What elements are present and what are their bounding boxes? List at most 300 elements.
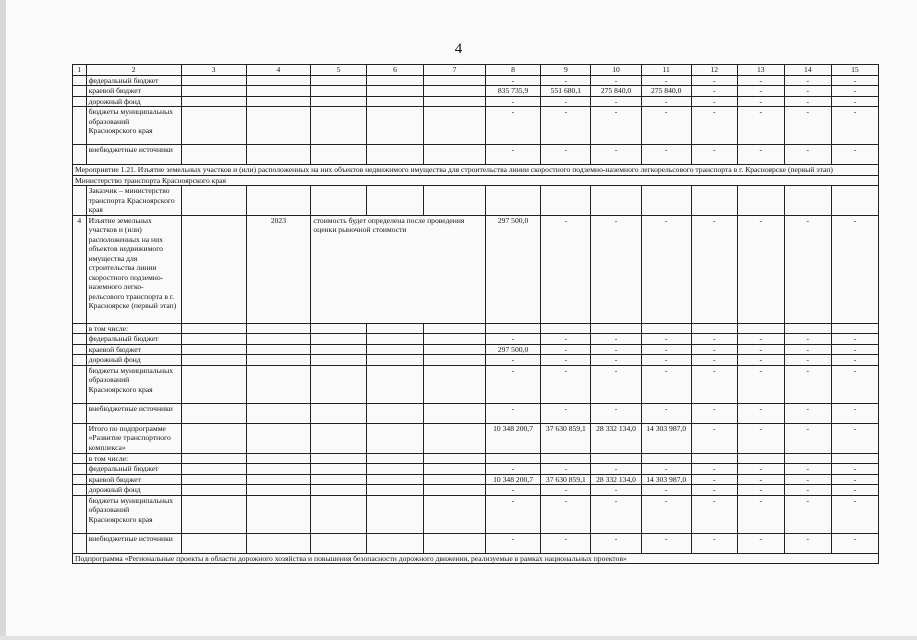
amount-cell: - — [831, 403, 878, 423]
cell-empty — [424, 495, 486, 533]
funding-row — [73, 96, 879, 107]
funding-row — [73, 334, 879, 345]
amount-cell: - — [737, 145, 784, 165]
amount-cell: - — [737, 474, 784, 485]
cell-empty — [73, 86, 87, 97]
cell-empty — [424, 474, 486, 485]
amount-cell: - — [541, 495, 591, 533]
amount-cell: - — [784, 495, 831, 533]
cell-empty — [311, 86, 366, 97]
amount-cell: - — [641, 485, 691, 496]
amount-cell: - — [485, 145, 540, 165]
funding-source-label: дорожный фонд — [86, 355, 181, 366]
amount-cell: - — [831, 495, 878, 533]
cell-empty — [73, 365, 87, 403]
measure-row — [73, 165, 879, 176]
amount-cell: - — [485, 75, 540, 86]
amount-cell: 10 348 200,7 — [485, 474, 540, 485]
funding-source-label: внебюджетные источники — [86, 533, 181, 553]
ministry-title: Министерство транспорта Красноярского края — [73, 175, 879, 186]
cell-empty — [366, 86, 423, 97]
funding-source-label: бюджеты муниципальных образований Красноярского края — [86, 495, 181, 533]
amount-cell: - — [541, 365, 591, 403]
amount-cell: - — [691, 355, 737, 366]
cell-empty — [73, 75, 87, 86]
cell-empty — [424, 423, 486, 453]
cell-empty — [246, 355, 311, 366]
amount-cell: - — [831, 86, 878, 97]
cell-empty — [73, 145, 87, 165]
amount-cell: - — [641, 215, 691, 323]
cell-empty — [311, 344, 366, 355]
amount-cell: 14 303 987,0 — [641, 423, 691, 453]
amount-cell: - — [831, 474, 878, 485]
amount-cell: - — [641, 355, 691, 366]
subprogram-row — [73, 553, 879, 564]
column-number: 10 — [591, 65, 641, 76]
amount-cell: - — [737, 96, 784, 107]
column-number: 7 — [424, 65, 486, 76]
amount-cell: - — [641, 107, 691, 145]
cell-empty — [311, 453, 366, 464]
amount-cell: - — [784, 533, 831, 553]
amount-cell: 37 630 859,1 — [541, 474, 591, 485]
cell-empty — [181, 96, 246, 107]
cell-empty — [181, 453, 246, 464]
amount-cell: - — [784, 403, 831, 423]
amount-cell: - — [591, 96, 641, 107]
cell-empty — [311, 186, 366, 216]
cell-empty — [311, 485, 366, 496]
amount-cell: - — [784, 107, 831, 145]
item-note: стоимость будет определена после проведения оценки рыночной стоимости — [311, 215, 486, 323]
cell-empty — [181, 403, 246, 423]
cell-empty — [366, 334, 423, 345]
column-number: 9 — [541, 65, 591, 76]
funding-row — [73, 107, 879, 145]
amount-cell: - — [485, 495, 540, 533]
amount-cell: - — [784, 334, 831, 345]
amount-cell: - — [541, 344, 591, 355]
cell-empty — [737, 453, 784, 464]
funding-source-label: дорожный фонд — [86, 485, 181, 496]
amount-cell: - — [541, 355, 591, 366]
cell-empty — [311, 403, 366, 423]
cell-empty — [424, 145, 486, 165]
amount-cell: - — [691, 215, 737, 323]
amount-cell: - — [641, 495, 691, 533]
funding-row — [73, 464, 879, 475]
cell-empty — [591, 186, 641, 216]
cell-empty — [737, 186, 784, 216]
amount-cell: 28 332 134,0 — [591, 474, 641, 485]
amount-cell: - — [831, 96, 878, 107]
amount-cell: - — [831, 334, 878, 345]
total-label: Итого по подпрограмме «Развитие транспортного комплекса» — [86, 423, 181, 453]
cell-empty — [246, 403, 311, 423]
amount-cell: - — [784, 355, 831, 366]
cell-empty — [181, 75, 246, 86]
cell-empty — [311, 145, 366, 165]
cell-empty — [784, 453, 831, 464]
amount-cell: - — [591, 344, 641, 355]
cell-empty — [246, 453, 311, 464]
cell-empty — [73, 344, 87, 355]
column-number: 2 — [86, 65, 181, 76]
amount-cell: - — [784, 96, 831, 107]
cell-empty — [591, 453, 641, 464]
cell-empty — [784, 186, 831, 216]
amount-cell: - — [784, 474, 831, 485]
amount-cell: - — [641, 145, 691, 165]
page-number: 4 — [454, 41, 463, 57]
cell-empty — [181, 533, 246, 553]
cell-empty — [311, 495, 366, 533]
cell-empty — [541, 453, 591, 464]
cell-empty — [366, 423, 423, 453]
funding-source-label: федеральный бюджет — [86, 334, 181, 345]
funding-source-label: федеральный бюджет — [86, 75, 181, 86]
amount-cell: - — [737, 403, 784, 423]
including-row — [73, 453, 879, 464]
amount-cell: - — [737, 86, 784, 97]
column-number: 11 — [641, 65, 691, 76]
funding-source-label: федеральный бюджет — [86, 464, 181, 475]
funding-row — [73, 474, 879, 485]
amount-cell: - — [485, 485, 540, 496]
cell-empty — [366, 186, 423, 216]
column-number: 12 — [691, 65, 737, 76]
cell-empty — [181, 365, 246, 403]
including-label: в том числе: — [86, 323, 181, 334]
amount-cell: - — [691, 423, 737, 453]
cell-empty — [691, 453, 737, 464]
amount-cell: - — [831, 485, 878, 496]
cell-empty — [831, 323, 878, 334]
column-number: 6 — [366, 65, 423, 76]
column-number: 14 — [784, 65, 831, 76]
measure-title: Мероприятие 1.21. Изъятие земельных участков и (или) расположенных на них объектов недвижимого имущества для строительства линии скоростного подземно-наземного легкорельсового транспорта в г. Красноярске (первый этап) — [73, 165, 879, 176]
cell-empty — [366, 365, 423, 403]
cell-empty — [424, 186, 486, 216]
amount-cell: - — [784, 464, 831, 475]
column-number-row — [73, 65, 879, 76]
cell-empty — [424, 334, 486, 345]
amount-cell: - — [591, 145, 641, 165]
cell-empty — [73, 107, 87, 145]
amount-cell: 10 348 200,7 — [485, 423, 540, 453]
cell-empty — [246, 96, 311, 107]
amount-cell: - — [641, 334, 691, 345]
amount-cell: - — [784, 365, 831, 403]
cell-empty — [246, 464, 311, 475]
cell-empty — [181, 474, 246, 485]
funding-source-label: краевой бюджет — [86, 344, 181, 355]
cell-empty — [73, 323, 87, 334]
cell-empty — [424, 344, 486, 355]
cell-empty — [424, 323, 486, 334]
amount-cell: - — [831, 344, 878, 355]
amount-cell: - — [737, 495, 784, 533]
cell-empty — [541, 323, 591, 334]
funding-row — [73, 495, 879, 533]
amount-cell: - — [541, 403, 591, 423]
cell-empty — [181, 355, 246, 366]
cell-empty — [73, 423, 87, 453]
funding-row — [73, 403, 879, 423]
cell-empty — [831, 186, 878, 216]
cell-empty — [424, 485, 486, 496]
cell-empty — [366, 453, 423, 464]
amount-cell: 297 500,0 — [485, 215, 540, 323]
funding-row — [73, 75, 879, 86]
cell-empty — [181, 464, 246, 475]
cell-empty — [366, 355, 423, 366]
amount-cell: - — [737, 365, 784, 403]
cell-empty — [73, 186, 87, 216]
amount-cell: 28 332 134,0 — [591, 423, 641, 453]
cell-empty — [73, 474, 87, 485]
amount-cell: - — [541, 485, 591, 496]
cell-empty — [366, 145, 423, 165]
cell-empty — [424, 365, 486, 403]
cell-empty — [246, 186, 311, 216]
cell-empty — [246, 107, 311, 145]
cell-empty — [246, 423, 311, 453]
amount-cell: - — [691, 495, 737, 533]
amount-cell: - — [541, 145, 591, 165]
cell-empty — [311, 107, 366, 145]
cell-empty — [181, 423, 246, 453]
amount-cell: - — [591, 75, 641, 86]
subprogram-title: Подпрограмма «Региональные проекты в области дорожного хозяйства и повышения безопасности дорожного движения, реализуемые в рамках национальных проектов» — [73, 553, 879, 564]
funding-source-label: внебюджетные источники — [86, 145, 181, 165]
cell-empty — [366, 474, 423, 485]
cell-empty — [73, 485, 87, 496]
scan-edge-left — [0, 0, 6, 640]
cell-empty — [73, 453, 87, 464]
cell-empty — [73, 464, 87, 475]
amount-cell: - — [591, 403, 641, 423]
amount-cell: - — [591, 533, 641, 553]
cell-empty — [366, 533, 423, 553]
amount-cell: - — [737, 334, 784, 345]
amount-cell: - — [691, 96, 737, 107]
amount-cell: - — [831, 145, 878, 165]
cell-empty — [246, 485, 311, 496]
amount-cell: - — [831, 107, 878, 145]
total-row — [73, 423, 879, 453]
cell-empty — [424, 75, 486, 86]
cell-empty — [73, 334, 87, 345]
amount-cell: - — [541, 464, 591, 475]
amount-cell: - — [691, 334, 737, 345]
cell-empty — [181, 344, 246, 355]
cell-empty — [181, 323, 246, 334]
amount-cell: - — [541, 334, 591, 345]
amount-cell: - — [691, 485, 737, 496]
amount-cell: - — [691, 75, 737, 86]
amount-cell: - — [485, 334, 540, 345]
cell-empty — [485, 323, 540, 334]
cell-empty — [641, 186, 691, 216]
customer-label: Заказчик – министерство транспорта Красноярского края — [86, 186, 181, 216]
amount-cell: - — [737, 423, 784, 453]
amount-cell: - — [831, 533, 878, 553]
funding-source-label: внебюджетные источники — [86, 403, 181, 423]
cell-empty — [424, 96, 486, 107]
including-row — [73, 323, 879, 334]
item-number: 4 — [73, 215, 87, 323]
amount-cell: 275 840,0 — [641, 86, 691, 97]
amount-cell: - — [691, 464, 737, 475]
amount-cell: - — [737, 344, 784, 355]
table-body — [73, 65, 879, 564]
amount-cell: - — [784, 423, 831, 453]
cell-empty — [181, 334, 246, 345]
amount-cell: - — [485, 96, 540, 107]
funding-source-label: дорожный фонд — [86, 96, 181, 107]
funding-source-label: бюджеты муниципальных образований Красноярского края — [86, 107, 181, 145]
amount-cell: - — [831, 215, 878, 323]
cell-empty — [737, 323, 784, 334]
cell-empty — [641, 453, 691, 464]
amount-cell: - — [591, 464, 641, 475]
amount-cell: - — [737, 533, 784, 553]
amount-cell: - — [591, 215, 641, 323]
amount-cell: - — [691, 533, 737, 553]
cell-empty — [424, 403, 486, 423]
amount-cell: - — [831, 423, 878, 453]
cell-empty — [541, 186, 591, 216]
amount-cell: - — [691, 107, 737, 145]
column-number: 3 — [181, 65, 246, 76]
cell-empty — [485, 453, 540, 464]
amount-cell: - — [591, 485, 641, 496]
amount-cell: - — [691, 365, 737, 403]
funding-row — [73, 344, 879, 355]
amount-cell: - — [691, 344, 737, 355]
amount-cell: - — [831, 355, 878, 366]
amount-cell: - — [485, 107, 540, 145]
amount-cell: - — [737, 215, 784, 323]
amount-cell: - — [784, 75, 831, 86]
amount-cell: - — [784, 485, 831, 496]
funding-source-label: краевой бюджет — [86, 86, 181, 97]
cell-empty — [246, 323, 311, 334]
ministry-row — [73, 175, 879, 186]
cell-empty — [181, 495, 246, 533]
cell-empty — [366, 464, 423, 475]
column-number: 4 — [246, 65, 311, 76]
amount-cell: - — [641, 403, 691, 423]
cell-empty — [246, 334, 311, 345]
amount-cell: - — [641, 344, 691, 355]
amount-cell: 297 500,0 — [485, 344, 540, 355]
amount-cell: - — [784, 86, 831, 97]
cell-empty — [311, 474, 366, 485]
amount-cell: - — [591, 355, 641, 366]
amount-cell: - — [591, 107, 641, 145]
amount-cell: - — [641, 533, 691, 553]
item-year: 2023 — [246, 215, 311, 323]
cell-empty — [246, 533, 311, 553]
amount-cell: - — [485, 355, 540, 366]
funding-row — [73, 485, 879, 496]
amount-cell: 551 680,1 — [541, 86, 591, 97]
cell-empty — [181, 485, 246, 496]
cell-empty — [424, 86, 486, 97]
cell-empty — [311, 533, 366, 553]
cell-empty — [181, 145, 246, 165]
cell-empty — [246, 86, 311, 97]
cell-empty — [641, 323, 691, 334]
amount-cell: 37 630 859,1 — [541, 423, 591, 453]
amount-cell: - — [691, 403, 737, 423]
item-row — [73, 215, 879, 323]
cell-empty — [73, 403, 87, 423]
amount-cell: - — [485, 464, 540, 475]
cell-empty — [424, 533, 486, 553]
cell-empty — [73, 533, 87, 553]
amount-cell: - — [831, 464, 878, 475]
amount-cell: - — [784, 145, 831, 165]
scan-edge-bottom — [0, 636, 917, 640]
funding-row — [73, 145, 879, 165]
column-number: 15 — [831, 65, 878, 76]
cell-empty — [73, 495, 87, 533]
funding-row — [73, 533, 879, 553]
amount-cell: - — [737, 464, 784, 475]
cell-empty — [181, 86, 246, 97]
cell-empty — [831, 453, 878, 464]
cell-empty — [691, 323, 737, 334]
column-number: 1 — [73, 65, 87, 76]
item-name: Изъятие земельных участков и (или) расположенных на них объектов недвижимого имущества для строительства линии скоростного подземно-наземного легко-рельсового транспорта в г. Красноярске (первый этап) — [86, 215, 181, 323]
cell-empty — [691, 186, 737, 216]
amount-cell: - — [784, 215, 831, 323]
cell-empty — [73, 96, 87, 107]
cell-empty — [485, 186, 540, 216]
cell-empty — [311, 365, 366, 403]
cell-empty — [366, 344, 423, 355]
amount-cell: - — [737, 485, 784, 496]
cell-empty — [311, 334, 366, 345]
cell-empty — [246, 474, 311, 485]
cell-empty — [246, 495, 311, 533]
amount-cell: - — [541, 533, 591, 553]
cell-empty — [366, 403, 423, 423]
cell-empty — [311, 323, 366, 334]
amount-cell: - — [737, 355, 784, 366]
cell-empty — [424, 464, 486, 475]
cell-empty — [424, 355, 486, 366]
cell-empty — [784, 323, 831, 334]
budget-table — [72, 64, 879, 564]
amount-cell: 275 840,0 — [591, 86, 641, 97]
cell-empty — [424, 107, 486, 145]
amount-cell: - — [485, 403, 540, 423]
cell-empty — [366, 323, 423, 334]
amount-cell: - — [591, 365, 641, 403]
cell-empty — [591, 323, 641, 334]
cell-empty — [311, 355, 366, 366]
amount-cell: 14 303 987,0 — [641, 474, 691, 485]
cell-empty — [181, 215, 246, 323]
amount-cell: - — [485, 365, 540, 403]
amount-cell: - — [737, 107, 784, 145]
funding-source-label: бюджеты муниципальных образований Красноярского края — [86, 365, 181, 403]
